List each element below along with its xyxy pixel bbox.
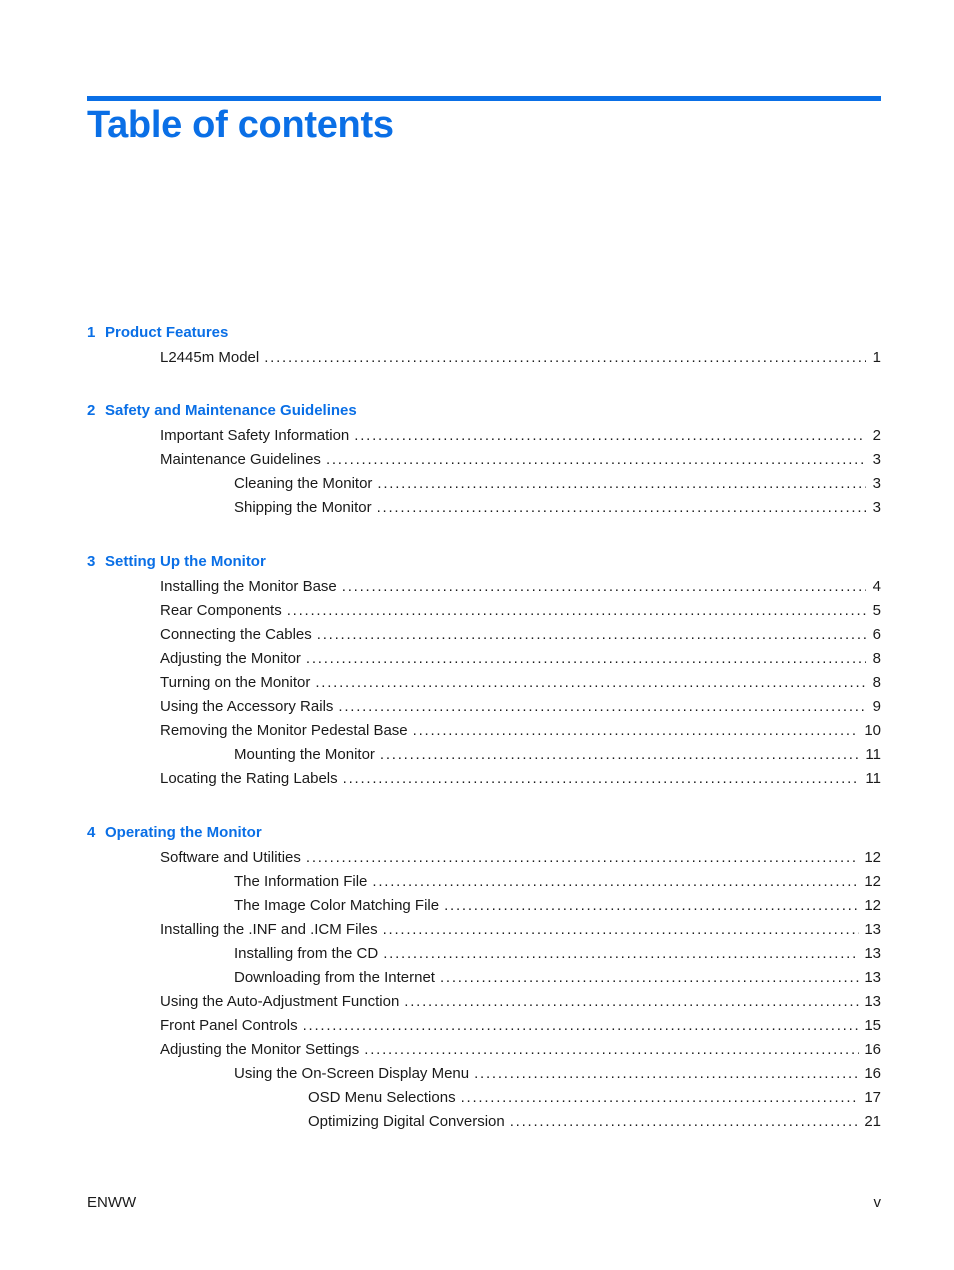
toc-entry-page-number: 13 — [864, 945, 881, 962]
toc-entry-page-number: 2 — [872, 427, 881, 444]
toc-entry-page-number: 15 — [864, 1017, 881, 1034]
toc-entry-label: Downloading from the Internet — [234, 969, 435, 986]
page-title: Table of contents — [87, 104, 394, 146]
dot-leader — [326, 450, 866, 470]
toc-entry-page-number: 11 — [865, 770, 881, 787]
dot-leader — [364, 1040, 859, 1060]
toc-entry[interactable] — [234, 1064, 881, 1084]
dot-leader — [264, 348, 866, 368]
toc-entry-label: Rear Components — [160, 602, 282, 619]
toc-entry[interactable] — [234, 872, 881, 892]
toc-entry[interactable] — [160, 769, 881, 789]
toc-entry-page-number: 9 — [872, 698, 881, 715]
dot-leader — [354, 426, 866, 446]
toc-entry[interactable] — [160, 649, 881, 669]
toc-entry[interactable] — [160, 625, 881, 645]
toc-entry[interactable] — [234, 944, 881, 964]
toc-entry-page-number: 21 — [864, 1113, 881, 1130]
toc-entry-page-number: 3 — [872, 475, 881, 492]
toc-entry[interactable] — [160, 1016, 881, 1036]
toc-entry-label: The Information File — [234, 873, 368, 890]
dot-leader — [380, 745, 861, 765]
toc-entry-label: Mounting the Monitor — [234, 746, 375, 763]
toc-entry-page-number: 6 — [872, 626, 881, 643]
toc-entry-label: Using the Auto-Adjustment Function — [160, 993, 400, 1010]
toc-entry-label: Connecting the Cables — [160, 626, 312, 643]
toc-entry-label: OSD Menu Selections — [308, 1089, 456, 1106]
toc-entry-label: Maintenance Guidelines — [160, 451, 321, 468]
dot-leader — [404, 992, 859, 1012]
toc-entry[interactable] — [234, 498, 881, 518]
toc-entry-label: Installing from the CD — [234, 945, 379, 962]
toc-entry-page-number: 8 — [872, 674, 881, 691]
toc-entry[interactable] — [160, 577, 881, 597]
chapter-title: Operating the Monitor — [105, 824, 262, 841]
chapter-heading[interactable] — [87, 823, 262, 843]
dot-leader — [317, 625, 866, 645]
toc-entry[interactable] — [160, 848, 881, 868]
toc-entry-label: Installing the Monitor Base — [160, 578, 337, 595]
toc-entry-page-number: 12 — [864, 873, 881, 890]
toc-entry[interactable] — [160, 450, 881, 470]
toc-entry-label: Using the On-Screen Display Menu — [234, 1065, 470, 1082]
toc-entry-label: Shipping the Monitor — [234, 499, 372, 516]
dot-leader — [306, 848, 859, 868]
footer-page-number: v — [873, 1194, 881, 1211]
toc-entry-label: Front Panel Controls — [160, 1017, 298, 1034]
chapter-title: Product Features — [105, 324, 229, 341]
toc-entry[interactable] — [160, 426, 881, 446]
toc-entry[interactable] — [160, 348, 881, 368]
toc-entry-label: Removing the Monitor Pedestal Base — [160, 722, 408, 739]
toc-entry[interactable] — [160, 992, 881, 1012]
toc-entry-label: Adjusting the Monitor Settings — [160, 1041, 360, 1058]
toc-entry[interactable] — [308, 1088, 881, 1108]
toc-entry[interactable] — [160, 1040, 881, 1060]
dot-leader — [338, 697, 866, 717]
toc-entry-label: Adjusting the Monitor — [160, 650, 301, 667]
dot-leader — [413, 721, 860, 741]
dot-leader — [440, 968, 859, 988]
dot-leader — [342, 577, 866, 597]
toc-entry-label: Optimizing Digital Conversion — [308, 1113, 505, 1130]
toc-entry-page-number: 16 — [864, 1065, 881, 1082]
toc-entry[interactable] — [160, 920, 881, 940]
toc-entry-page-number: 11 — [865, 746, 881, 763]
chapter-number: 1 — [87, 324, 96, 341]
toc-entry-page-number: 13 — [864, 969, 881, 986]
toc-entry[interactable] — [234, 474, 881, 494]
toc-entry-page-number: 5 — [872, 602, 881, 619]
toc-entry-page-number: 3 — [872, 499, 881, 516]
dot-leader — [306, 649, 866, 669]
chapter-heading[interactable] — [87, 323, 228, 343]
toc-entry-page-number: 3 — [872, 451, 881, 468]
toc-entry-label: Software and Utilities — [160, 849, 301, 866]
dot-leader — [383, 944, 859, 964]
chapter-title: Setting Up the Monitor — [105, 553, 266, 570]
toc-entry[interactable] — [160, 601, 881, 621]
toc-entry-page-number: 16 — [864, 1041, 881, 1058]
toc-entry-page-number: 12 — [864, 849, 881, 866]
chapter-number: 3 — [87, 553, 96, 570]
toc-entry[interactable] — [160, 697, 881, 717]
toc-entry[interactable] — [308, 1112, 881, 1132]
dot-leader — [474, 1064, 859, 1084]
dot-leader — [343, 769, 861, 789]
chapter-number: 2 — [87, 402, 96, 419]
toc-entry-page-number: 12 — [864, 897, 881, 914]
toc-entry-label: Installing the .INF and .ICM Files — [160, 921, 378, 938]
toc-entry[interactable] — [160, 721, 881, 741]
dot-leader — [510, 1112, 860, 1132]
dot-leader — [377, 498, 866, 518]
dot-leader — [461, 1088, 860, 1108]
chapter-title: Safety and Maintenance Guidelines — [105, 402, 357, 419]
dot-leader — [315, 673, 866, 693]
toc-entry[interactable] — [234, 896, 881, 916]
toc-entry[interactable] — [160, 673, 881, 693]
dot-leader — [287, 601, 866, 621]
toc-entry-page-number: 1 — [872, 349, 881, 366]
toc-entry-label: Important Safety Information — [160, 427, 350, 444]
toc-entry-page-number: 4 — [872, 578, 881, 595]
toc-entry[interactable] — [234, 745, 881, 765]
toc-entry-label: The Image Color Matching File — [234, 897, 440, 914]
toc-entry-label: Turning on the Monitor — [160, 674, 311, 691]
toc-entry-page-number: 10 — [864, 722, 881, 739]
toc-entry-label: Cleaning the Monitor — [234, 475, 373, 492]
dot-leader — [372, 872, 859, 892]
toc-entry-label: L2445m Model — [160, 349, 260, 366]
chapter-heading[interactable] — [87, 401, 357, 421]
dot-leader — [377, 474, 866, 494]
toc-entry-label: Using the Accessory Rails — [160, 698, 334, 715]
toc-entry-page-number: 8 — [872, 650, 881, 667]
dot-leader — [303, 1016, 860, 1036]
chapter-heading[interactable] — [87, 552, 266, 572]
toc-entry-label: Locating the Rating Labels — [160, 770, 338, 787]
toc-entry-page-number: 13 — [864, 993, 881, 1010]
dot-leader — [444, 896, 859, 916]
footer-left: ENWW — [87, 1194, 137, 1211]
chapter-number: 4 — [87, 824, 96, 841]
toc-entry-page-number: 17 — [864, 1089, 881, 1106]
toc-entry[interactable] — [234, 968, 881, 988]
toc-entry-page-number: 13 — [864, 921, 881, 938]
title-rule — [87, 96, 881, 101]
dot-leader — [383, 920, 860, 940]
